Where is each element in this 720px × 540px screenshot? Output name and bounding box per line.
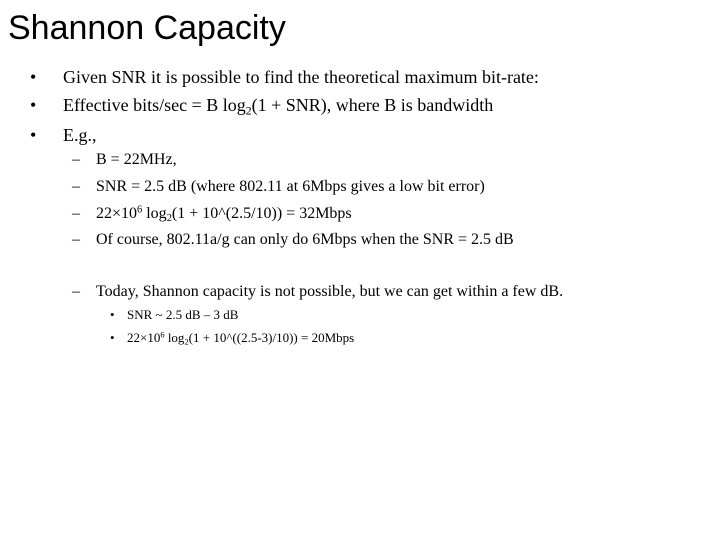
- dash-marker: –: [72, 151, 80, 168]
- sub-sub-bullet-text: SNR ~ 2.5 dB – 3 dB: [127, 307, 239, 322]
- sub-bullet-text: $22\times 10^6$ $\log_2(1$ + 10^(2.5/10)) = 32Mbps: [96, 204, 352, 225]
- dash-marker: –: [72, 283, 80, 300]
- dash-marker: –: [72, 178, 80, 195]
- sub-bullet-item: [72, 230, 514, 250]
- dash-marker: –: [72, 205, 80, 222]
- dash-marker: –: [72, 231, 80, 248]
- sub-bullet-text: B = 22MHz,: [96, 151, 177, 168]
- bullet-item: [30, 66, 539, 88]
- bullet-text: Given SNR it is possible to find the theoretical maximum bit-rate:: [63, 67, 539, 87]
- bullet-marker: •: [110, 330, 115, 345]
- bullet-item: [30, 124, 97, 146]
- bullet-marker: •: [30, 95, 37, 115]
- sub-bullet-item: [72, 177, 485, 197]
- bullet-text: Effective bits/sec = B $\log_2(1 + SNR)$, where B is bandwidth: [63, 95, 494, 118]
- bullet-marker: •: [30, 125, 37, 145]
- sub-sub-bullet-item: [110, 330, 354, 346]
- bullet-text: E.g.,: [63, 125, 97, 145]
- sub-sub-bullet-text: $22\times 10^6$ $\log_2(1$ + 10^((2.5-3)/10)) = 20Mbps: [127, 329, 355, 347]
- sub-bullet-text: Today, Shannon capacity is not possible, but we can get within a few dB.: [96, 283, 564, 300]
- sub-bullet-text: SNR = 2.5 dB (where 802.11 at 6Mbps gives a low bit error): [96, 178, 485, 195]
- sub-bullet-item: [72, 282, 563, 302]
- bullet-marker: •: [30, 67, 37, 87]
- bullet-item: [30, 94, 493, 116]
- sub-bullet-item: [72, 150, 177, 170]
- bullet-marker: •: [110, 307, 115, 322]
- slide-title: Shannon Capacity: [8, 9, 286, 47]
- sub-bullet-item: [72, 204, 352, 224]
- sub-bullet-text: Of course, 802.11a/g can only do 6Mbps when the SNR = 2.5 dB: [96, 231, 514, 248]
- sub-sub-bullet-item: [110, 307, 238, 323]
